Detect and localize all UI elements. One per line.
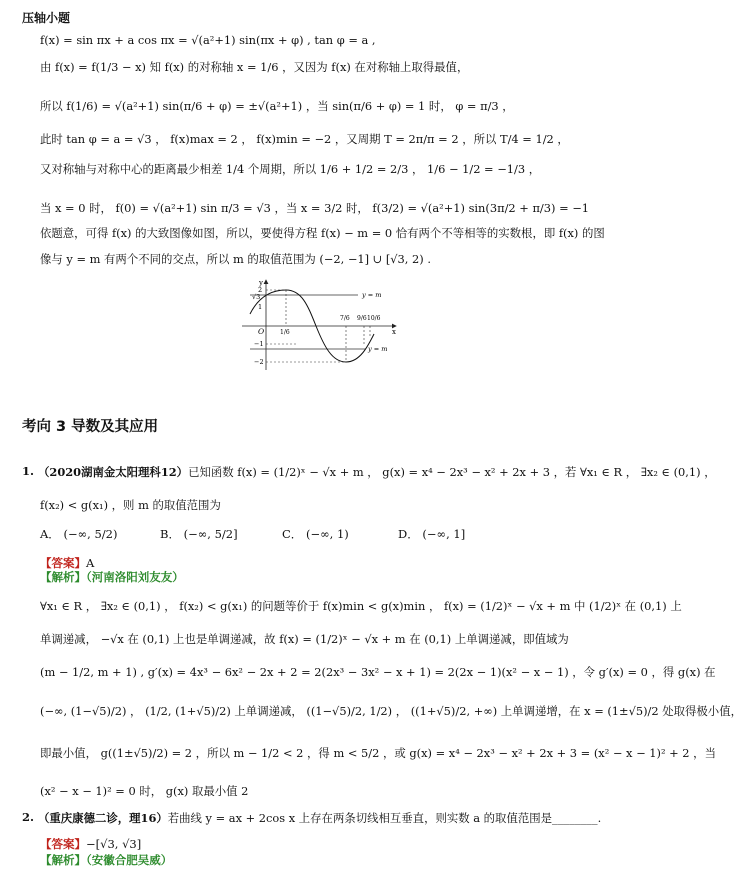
solution-line: f(x) = sin πx + a cos πx = √(a²+1) sin(πx + φ) , tan φ = a ,: [40, 33, 376, 47]
answer-value: A: [86, 556, 95, 570]
solution-line: 此时 tan φ = a = √3 ， f(x)max = 2 ， f(x)min = −2 ，又周期 T = 2π/π = 2 ，所以 T/4 = 1/2 ，: [40, 132, 569, 146]
label-y-m-lower: y = m: [368, 345, 388, 353]
label-x: x: [392, 328, 396, 336]
question-stem: 若曲线 y = ax + 2cos x 上存在两条切线相互垂直，则实数 a 的取值范围是________.: [167, 811, 602, 825]
label-7-6: 7/6: [340, 315, 350, 322]
explanation-label: 【解析】（河南洛阳刘友友）: [40, 570, 184, 584]
explanation-line: (m − 1/2, m + 1) , g′(x) = 4x³ − 6x² − 2x + 2 = 2(2x³ − 3x² − x + 1) = 2(2x − 1)(x² − x − 1) ，令 g′(x) = 0 ，得 g(x) 在: [40, 665, 716, 679]
solution-line: 又对称轴与对称中心的距离最少相差 1/4 个周期，所以 1/6 + 1/2 = 2/3 ， 1/6 − 1/2 = −1/3 ，: [40, 162, 541, 176]
solution-line: 像与 y = m 有两个不同的交点，所以 m 的取值范围为 (−2, −1] ∪ [√3, 2) .: [40, 252, 431, 266]
label-10-6: 10/6: [367, 315, 381, 322]
label-neg2: −2: [254, 358, 264, 366]
answer-row: [40, 833, 141, 852]
label-origin: O: [258, 327, 265, 336]
explanation-line: 即最小值， g((1±√5)/2) = 2 ，所以 m − 1/2 < 2 ，得 m < 5/2 ，或 g(x) = x⁴ − 2x³ − x² + 2x + 3 = (x² − x − 1)² + 2 ，当: [40, 746, 716, 760]
solution-line: 依题意，可得 f(x) 的大致图像如图，所以，要使得方程 f(x) − m = 0 恰有两个不等相等的实数根，即 f(x) 的图: [40, 226, 605, 240]
label-y-m-upper: y = m: [362, 291, 382, 299]
label-neg1: −1: [254, 340, 264, 348]
option-d: D． (−∞, 1]: [398, 527, 466, 541]
explanation-line: (x² − x − 1)² = 0 时， g(x) 取最小值 2: [40, 784, 249, 798]
question-source: （重庆康德二诊，理16）: [38, 811, 168, 825]
solution-line: 当 x = 0 时， f(0) = √(a²+1) sin π/3 = √3 ，当 x = 3/2 时， f(3/2) = √(a²+1) sin(3π/2 + π/3) = −1: [40, 201, 590, 215]
explanation-label: 【解析】（安徽合肥吴威）: [40, 853, 173, 867]
label-1-6: 1/6: [280, 329, 290, 336]
label-sqrt3: √3: [252, 293, 261, 301]
question-source: （2020湖南金太阳理科12）: [38, 465, 189, 479]
label-1: 1: [258, 303, 263, 311]
option-a: A． (−∞, 5/2): [40, 527, 118, 541]
top-title: 压轴小题: [22, 11, 71, 25]
option-b: B． (−∞, 5/2]: [160, 527, 238, 541]
label-y: y: [259, 279, 263, 287]
answer-label: 【答案】: [40, 837, 86, 851]
question-stem-line2: f(x₂) < g(x₁) ，则 m 的取值范围为: [40, 498, 221, 512]
option-c: C． (−∞, 1): [282, 527, 349, 541]
answer-value: −[√3, √3]: [86, 837, 142, 851]
label-2: 2: [258, 286, 263, 294]
solution-line: 由 f(x) = f(1/3 − x) 知 f(x) 的对称轴 x = 1/6 ，又因为 f(x) 在对称轴上取得最值，: [40, 60, 469, 74]
explanation-line: ∀x₁ ∈ R ， ∃x₂ ∈ (0,1) ， f(x₂) < g(x₁) 的问题等价于 f(x)min < g(x)min ， f(x) = (1/2)ˣ − √x + m 中 (1/2)ˣ 在 (0,1) 上: [40, 599, 682, 613]
solution-line: 所以 f(1/6) = √(a²+1) sin(π/6 + φ) = ±√(a²+1) ，当 sin(π/6 + φ) = 1 时， φ = π/3 ，: [40, 99, 514, 113]
function-graph: [236, 276, 406, 374]
explanation-line: (−∞, (1−√5)/2) ， (1/2, (1+√5)/2) 上单调递减， ((1−√5)/2, 1/2) ， ((1+√5)/2, +∞) 上单调递增，在 x = (1±√5)/2 处取得极小值，: [40, 704, 742, 718]
question-stem-line1: [38, 464, 716, 480]
explanation-line: 单调递减， −√x 在 (0,1) 上也是单调递减，故 f(x) = (1/2)ˣ − √x + m 在 (0,1) 上单调递减，即值域为: [40, 632, 569, 646]
answer-label: 【答案】: [40, 556, 86, 570]
question-number: 1.: [22, 464, 35, 478]
section-title: 考向 3 导数及其应用: [22, 419, 159, 435]
label-9-6: 9/6: [357, 315, 367, 322]
question-number: 2.: [22, 810, 35, 824]
question-stem-line1: [38, 810, 601, 826]
question-stem: 已知函数 f(x) = (1/2)ˣ − √x + m ， g(x) = x⁴ − 2x³ − x² + 2x + 3 ，若 ∀x₁ ∈ R ， ∃x₂ ∈ (0,1) ，: [188, 465, 716, 479]
